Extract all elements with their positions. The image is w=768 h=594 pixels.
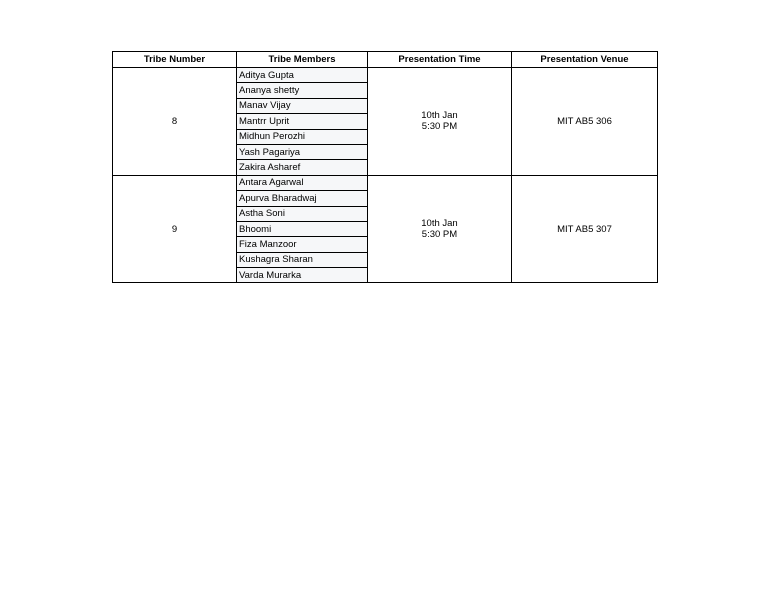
presentation-time-cell (368, 68, 512, 176)
table-row (113, 175, 658, 190)
member-cell: Mantrr Uprit (237, 114, 368, 129)
tribe-presentation-table (112, 51, 658, 283)
tribe-number-cell: 8 (113, 68, 237, 176)
time-hour: 5:30 PM (421, 121, 458, 133)
member-cell: Aditya Gupta (237, 68, 368, 83)
table-row (113, 68, 658, 83)
member-cell: Manav Vijay (237, 98, 368, 113)
member-cell: Yash Pagariya (237, 144, 368, 159)
header-tribe-number: Tribe Number (113, 52, 237, 68)
member-cell: Zakira Asharef (237, 160, 368, 175)
presentation-venue-cell: MIT AB5 306 (512, 68, 658, 176)
header-tribe-members: Tribe Members (237, 52, 368, 68)
member-cell: Fiza Manzoor (237, 237, 368, 252)
time-date: 10th Jan (421, 110, 458, 122)
spreadsheet-page (112, 51, 657, 283)
presentation-time-cell (368, 175, 512, 283)
member-cell: Bhoomi (237, 221, 368, 236)
member-cell: Kushagra Sharan (237, 252, 368, 267)
presentation-venue-cell: MIT AB5 307 (512, 175, 658, 283)
tribe-number-cell: 9 (113, 175, 237, 283)
header-presentation-time: Presentation Time (368, 52, 512, 68)
member-cell: Midhun Perozhi (237, 129, 368, 144)
time-date: 10th Jan (421, 218, 458, 230)
member-cell: Astha Soni (237, 206, 368, 221)
member-cell: Apurva Bharadwaj (237, 191, 368, 206)
member-cell: Ananya shetty (237, 83, 368, 98)
time-hour: 5:30 PM (421, 229, 458, 241)
header-presentation-venue: Presentation Venue (512, 52, 658, 68)
member-cell: Antara Agarwal (237, 175, 368, 190)
header-row (113, 52, 658, 68)
member-cell: Varda Murarka (237, 268, 368, 283)
